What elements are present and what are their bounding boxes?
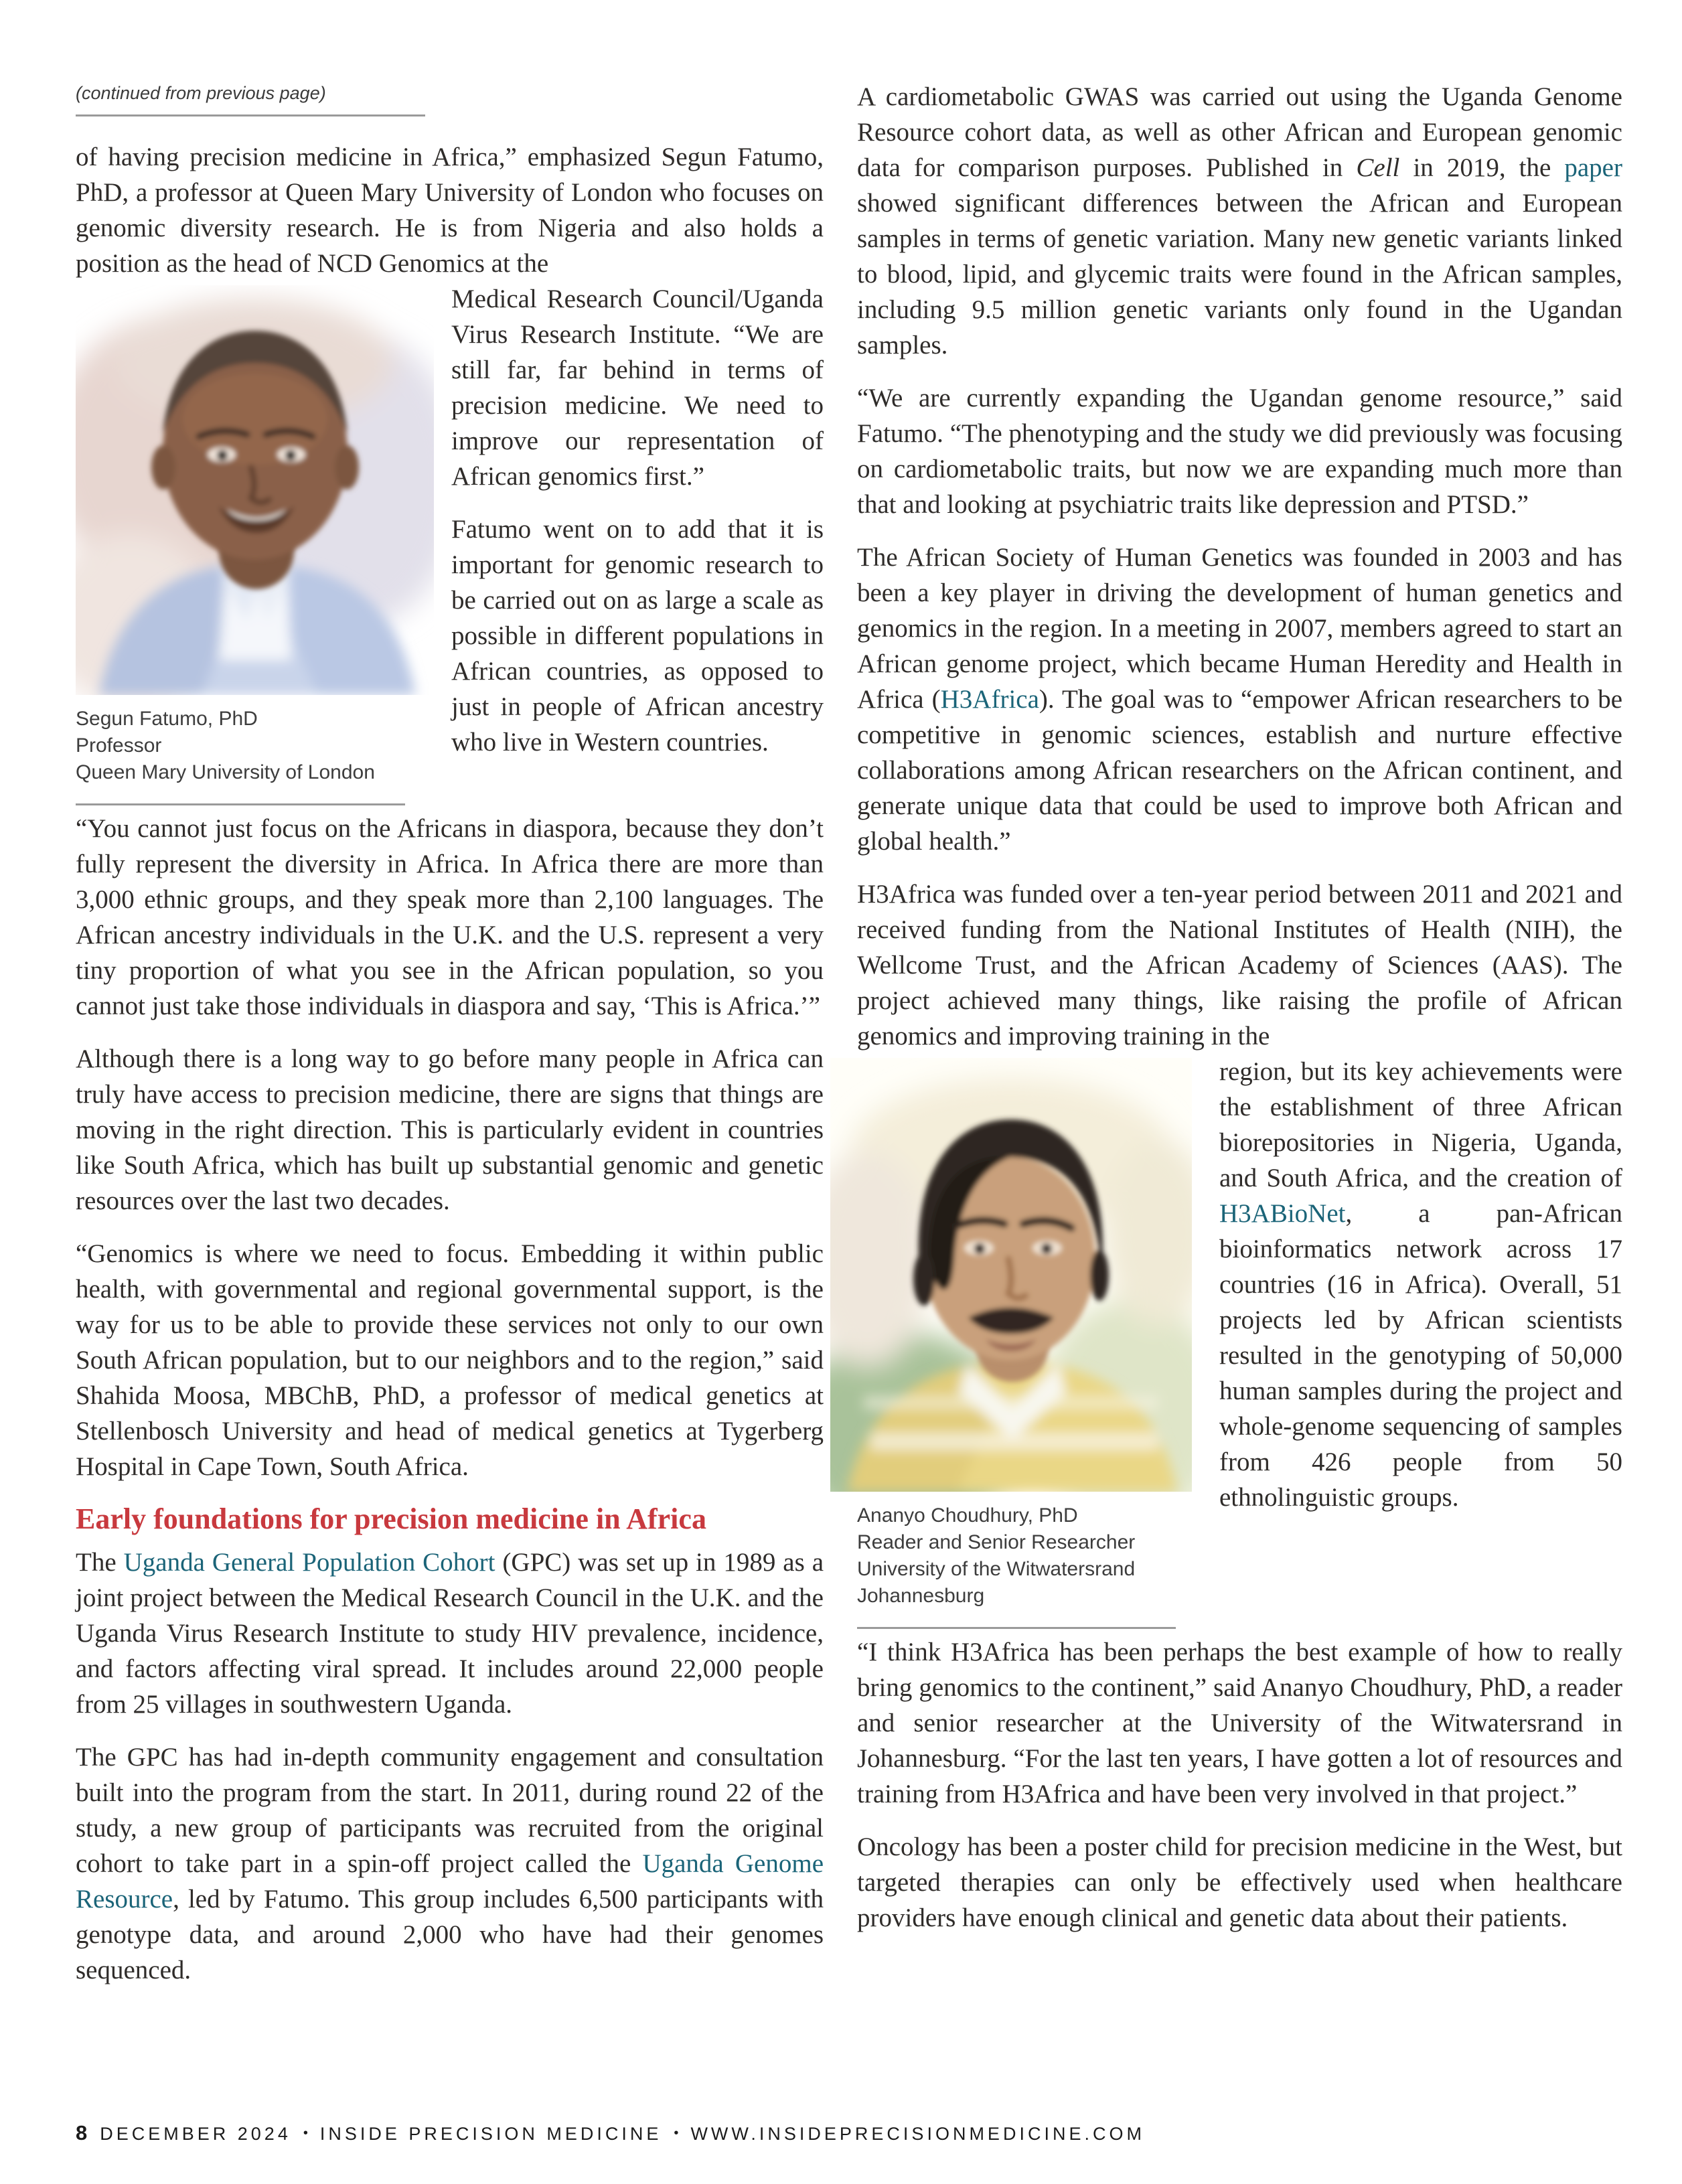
link-uganda-general-population-cohort[interactable]: Uganda General Population Cohort — [123, 1548, 495, 1577]
caption-org: University of the Witwatersrand — [857, 1558, 1136, 1580]
divider — [76, 114, 425, 116]
paragraph: Fatumo went on to add that it is important for genomic research to be carried out on as large a scale as possible in different populations in African countries, as opposed to just in people of African ancestry who live in Western countries. — [451, 515, 824, 757]
caption-role: Reader and Senior Researcher — [857, 1531, 1136, 1553]
footer-brand: INSIDE PRECISION MEDICINE — [319, 2124, 662, 2144]
link-h3africa[interactable]: H3Africa — [940, 685, 1039, 714]
paragraph: Medical Research Council/Uganda Virus Research Institute. “We are still far, far behind in terms of precision medicine. We need to improve our representation of African genomics first.” — [451, 285, 824, 491]
link-h3abionet[interactable]: H3ABioNet — [1219, 1199, 1346, 1228]
portrait-caption — [857, 1502, 1203, 1610]
caption-city: Johannesburg — [857, 1585, 985, 1607]
page-footer — [76, 2121, 1145, 2145]
paragraph: H3Africa was funded over a ten-year period between 2011 and 2021 and received funding from the National Institutes of Health (NIH), the Wellcome Trust, and the African Academy of Sciences (AAS). The project achieved many things, like raising the profile of African genomics and improving training in the — [857, 880, 1622, 1050]
text-run: (GPC) was set up in 1989 as a joint project between the Medical Research Council in the U.K. and the Uganda Virus Research Institute to study HIV prevalence, incidence, and factors affecting viral spread. It includes around 22,000 people from 25 villages in southwestern Uganda. — [76, 1548, 824, 1719]
left-column — [76, 79, 824, 2005]
text-run: The GPC has had in-depth community engagement and consultation built into the program from the start. In 2011, during round 22 of the study, a new group of participants was recruited from the original cohort to take part in a spin-off project called the — [76, 1743, 824, 1878]
article-columns — [76, 79, 1627, 2005]
journal-name: Cell — [1356, 153, 1400, 182]
text-run: The — [76, 1548, 124, 1577]
section-heading: Early foundations for precision medicine in Africa — [76, 1502, 706, 1535]
text-run: , led by Fatumo. This group includes 6,500 participants with genotype data, and around 2,000 who have had their genomes sequenced. — [76, 1885, 824, 1984]
page-number: 8 — [76, 2121, 88, 2144]
text-run: The African Society of Human Genetics was founded in 2003 and has been a key player in driving the development of human genetics and genomics in the region. In a meeting in 2007, members agreed to start an African genome project, which became Human Heredity and Health in Africa ( — [857, 543, 1622, 714]
link-uganda-genome-resource[interactable]: Uganda Genome Resource — [76, 1849, 824, 1914]
portrait-caption — [76, 706, 434, 786]
continued-note: (continued from previous page) — [76, 83, 326, 103]
portrait-ananyo-choudhury-image — [830, 1058, 1192, 1492]
paragraph — [857, 540, 1622, 859]
paragraph: Oncology has been a poster child for precision medicine in the West, but targeted therapies can only be effectively used when healthcare providers have enough clinical and genetic data about their patients. — [857, 1832, 1622, 1932]
text-run: in 2019, the — [1399, 153, 1565, 182]
text-run: showed significant differences between the African and European samples in terms of genetic variation. Many new genetic variants linked to blood, lipid, and glycemic traits were found in the African samples, including 9.5 million genetic variants only found in the Ugandan samples. — [857, 189, 1622, 360]
paragraph: Although there is a long way to go before many people in Africa can truly have access to precision medicine, there are signs that things are moving in the right direction. This is particularly evident in countries like South Africa, which has built up substantial genomic and genetic resources over the last two decades. — [76, 1044, 824, 1215]
paragraph: “We are currently expanding the Ugandan genome resource,” said Fatumo. “The phenotyping and the study we did previously was focusing on cardiometabolic traits, but now we are expanding much more than that and looking at psychiatric traits like depression and PTSD.” — [857, 384, 1622, 519]
footer-issue: DECEMBER 2024 — [100, 2124, 291, 2144]
paragraph — [76, 1739, 824, 1988]
paragraph: of having precision medicine in Africa,” emphasized Segun Fatumo, PhD, a professor at Queen Mary University of London who focuses on genomic diversity research. He is from Nigeria and also holds a position as the head of NCD Genomics at the — [76, 143, 824, 278]
text-run: region, but its key achievements were the establishment of three African biorepositories in Nigeria, Uganda, and South Africa, and the creation of — [1219, 1057, 1622, 1192]
right-column — [857, 79, 1622, 2005]
link-paper[interactable]: paper — [1564, 153, 1622, 182]
portrait-segun-fatumo-block — [76, 285, 434, 805]
paragraph — [76, 1545, 824, 1722]
paragraph — [857, 79, 1622, 363]
footer-separator: • — [303, 2126, 308, 2140]
text-run: ). The goal was to “empower African researchers to be competitive in genomic sciences, establish and nurture effective collaborations among African researchers on the African continent, and generate unique data that could be used to improve both African and global health.” — [857, 685, 1622, 856]
footer-separator: • — [674, 2126, 679, 2140]
text-run: , a pan-African bioinformatics network across 17 countries (16 in Africa). Overall, 51 projects led by African scientists resulted in the genotyping of 50,000 human samples during the project and whole-genome sequencing of samples from 426 people from 50 ethnolinguistic groups. — [1219, 1199, 1622, 1512]
caption-name: Ananyo Choudhury, PhD — [857, 1504, 1078, 1527]
caption-org: Queen Mary University of London — [76, 761, 375, 783]
portrait-segun-fatumo-image — [76, 285, 434, 695]
paragraph: “I think H3Africa has been perhaps the best example of how to really bring genomics to the continent,” said Ananyo Choudhury, PhD, a reader and senior researcher at the University of the Witwatersrand in Johannesburg. “For the last ten years, I have gotten a lot of resources and training from H3Africa and have been very involved in that project.” — [857, 1638, 1622, 1808]
caption-name: Segun Fatumo, PhD — [76, 708, 258, 730]
divider — [857, 1627, 1176, 1629]
divider — [76, 803, 405, 805]
caption-role: Professor — [76, 734, 162, 757]
portrait-ananyo-choudhury-block — [857, 1058, 1203, 1629]
paragraph: “You cannot just focus on the Africans in diaspora, because they don’t fully represent the diversity in Africa. In Africa there are more than 3,000 ethnic groups, and they speak more than 2,100 languages. The African ancestry individuals in the U.K. and the U.S. represent a very tiny proportion of what you see in the African population, so you cannot just take those individuals in diaspora and say, ‘This is Africa.’” — [76, 814, 824, 1020]
paragraph: “Genomics is where we need to focus. Embedding it within public health, with governmental and regional governmental support, is the way for us to be able to provide these services not only to our own South African population, but to our neighbors and to the region,” said Shahida Moosa, MBChB, PhD, a professor of medical genetics at Stellenbosch University and head of medical genetics at Tygerberg Hospital in Cape Town, South Africa. — [76, 1239, 824, 1481]
footer-url: WWW.INSIDEPRECISIONMEDICINE.COM — [690, 2124, 1145, 2144]
text-run: A cardiometabolic GWAS was carried out using the Uganda Genome Resource cohort data, as well as other African and European genomic data for comparison purposes. Published in — [857, 82, 1622, 182]
